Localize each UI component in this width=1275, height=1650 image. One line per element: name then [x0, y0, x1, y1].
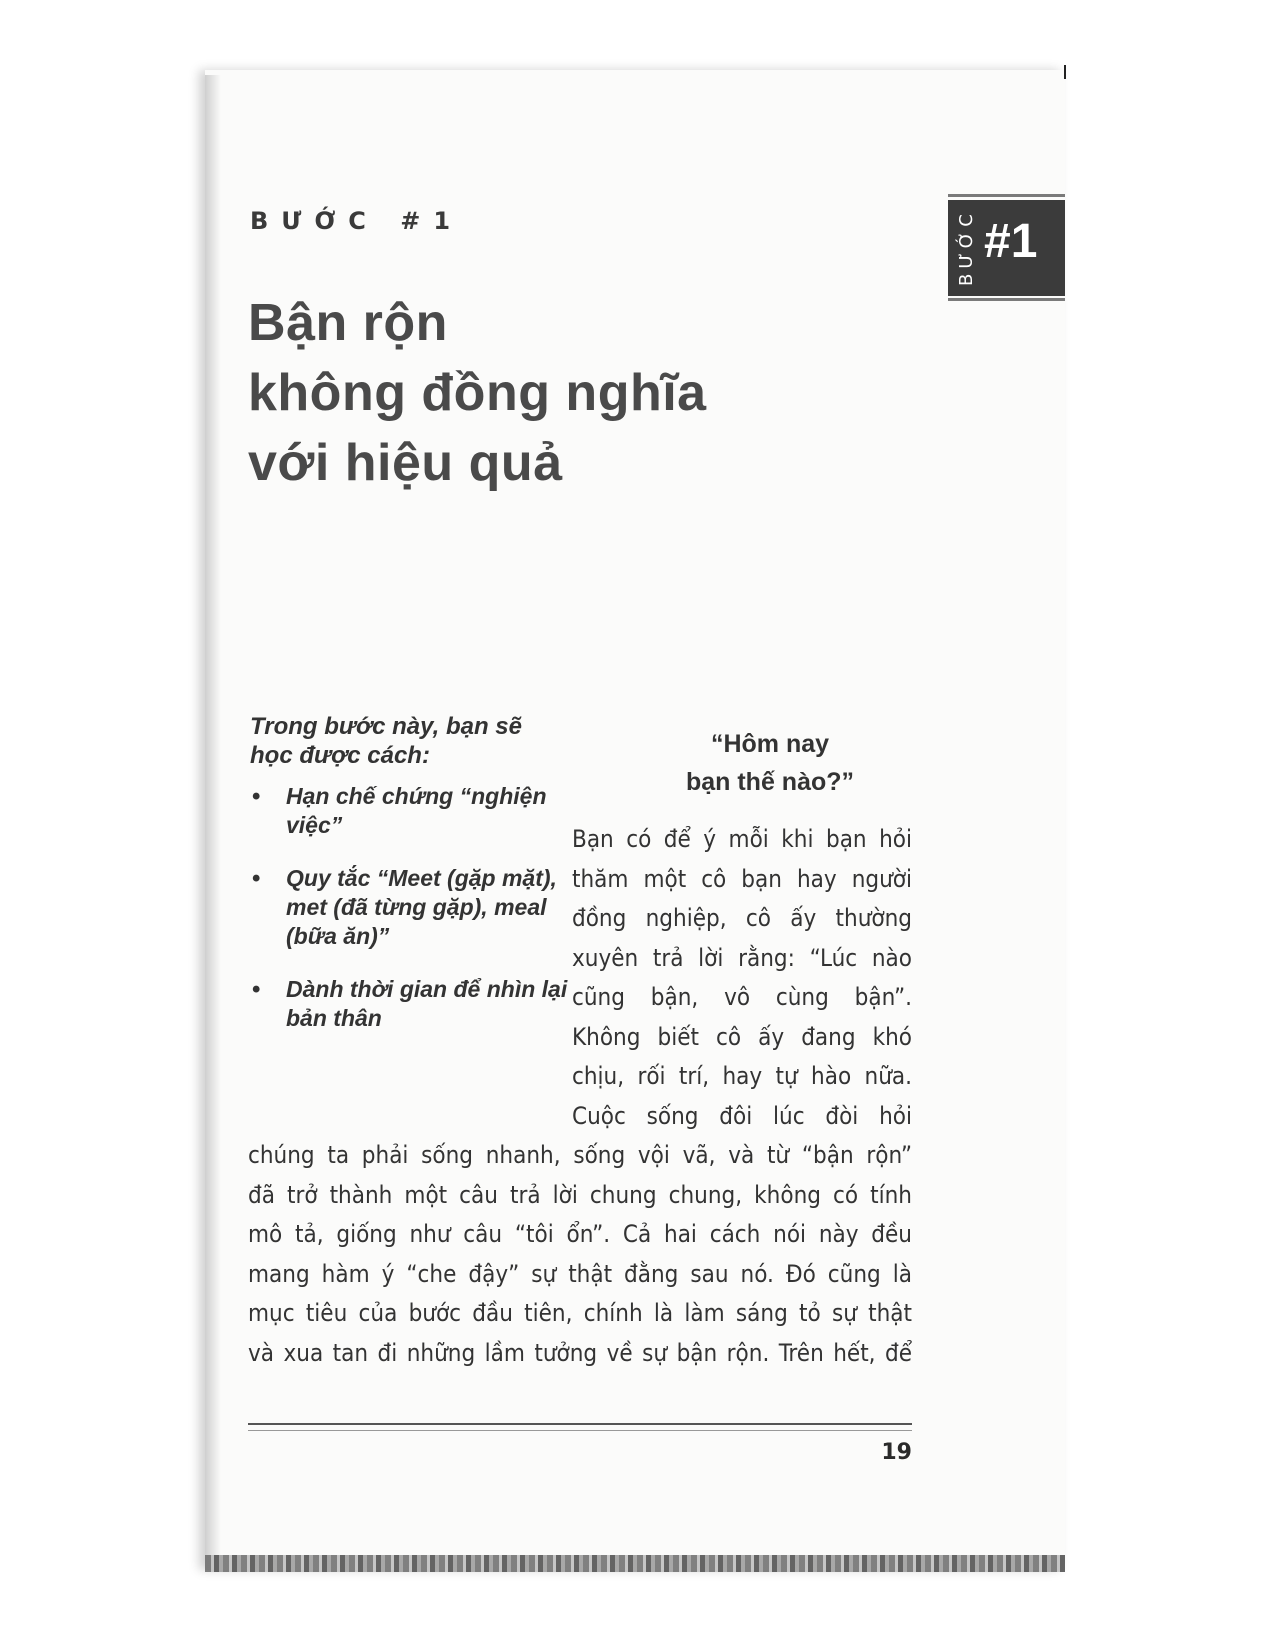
step-kicker: BƯỚC #1: [250, 207, 464, 235]
title-line: với hiệu quả: [248, 434, 563, 492]
chapter-title: [248, 288, 808, 498]
learning-objective-item: • Dành thời gian để nhìn lại bản thân: [250, 975, 570, 1033]
chapter-tab-word: BƯỚC: [956, 209, 977, 286]
body-line: mang hàm ý “che đậy” sự thật đằng sau nó. Đó cũng là: [248, 1259, 912, 1288]
body-line: đồng nghiệp, cô ấy thường: [572, 904, 912, 932]
title-line: không đồng nghĩa: [248, 364, 707, 422]
title-line: Bận rộn: [248, 294, 448, 352]
tab-top-rule: [948, 194, 1065, 197]
body-text-full: [248, 1136, 912, 1373]
background-fabric-strip: [205, 1555, 1065, 1572]
body-line: mô tả, giống như câu “tôi ổn”. Cả hai cách nói này đều: [248, 1220, 912, 1248]
body-line: chúng ta phải sống nhanh, sống vội vã, và từ “bận rộn”: [248, 1141, 912, 1169]
body-line: đã trở thành một câu trả lời chung chung, không có tính: [248, 1180, 912, 1209]
body-line: thăm một cô bạn hay người: [572, 864, 912, 893]
page-gutter-shadow: [205, 75, 221, 1570]
section-heading: [655, 725, 885, 801]
footer-rule: [248, 1423, 912, 1425]
body-line: cũng bận, vô cùng bận”.: [572, 983, 912, 1011]
body-line: và xua tan đi những lầm tưởng về sự bận rộn. Trên hết, để: [248, 1338, 912, 1367]
chapter-tab-number: #1: [984, 215, 1038, 268]
body-line: xuyên trả lời rằng: “Lúc nào: [572, 943, 912, 972]
body-line: chịu, rối trí, hay tự hào nữa.: [572, 1062, 912, 1090]
section-heading-line: bạn thế nào?”: [685, 768, 855, 796]
learning-objectives: [250, 712, 570, 1057]
learning-objectives-list: [250, 782, 570, 1033]
body-line: Không biết cô ấy đang khó: [572, 1022, 912, 1051]
body-text-column: [572, 820, 912, 1136]
learning-objective-item: • Hạn chế chứng “nghiện việc”: [250, 782, 570, 840]
learning-objectives-heading: Trong bước này, bạn sẽ học được cách:: [250, 713, 522, 769]
tab-bottom-rule: [948, 298, 1065, 301]
body-line: Bạn có để ý mỗi khi bạn hỏi: [572, 825, 912, 853]
body-line: mục tiêu của bước đầu tiên, chính là làm sáng tỏ sự thật: [248, 1299, 912, 1327]
body-line: Cuộc sống đôi lúc đòi hỏi: [572, 1101, 912, 1130]
footer-rule-thin: [248, 1430, 912, 1431]
section-heading-line: “Hôm nay: [710, 730, 830, 758]
chapter-tab: [948, 200, 1065, 296]
page-edge-mark: [1064, 65, 1066, 79]
learning-objective-item: • Quy tắc “Meet (gặp mặt), met (đã từng gặp), meal (bữa ăn)”: [250, 864, 570, 951]
page-number: 19: [881, 1440, 912, 1465]
